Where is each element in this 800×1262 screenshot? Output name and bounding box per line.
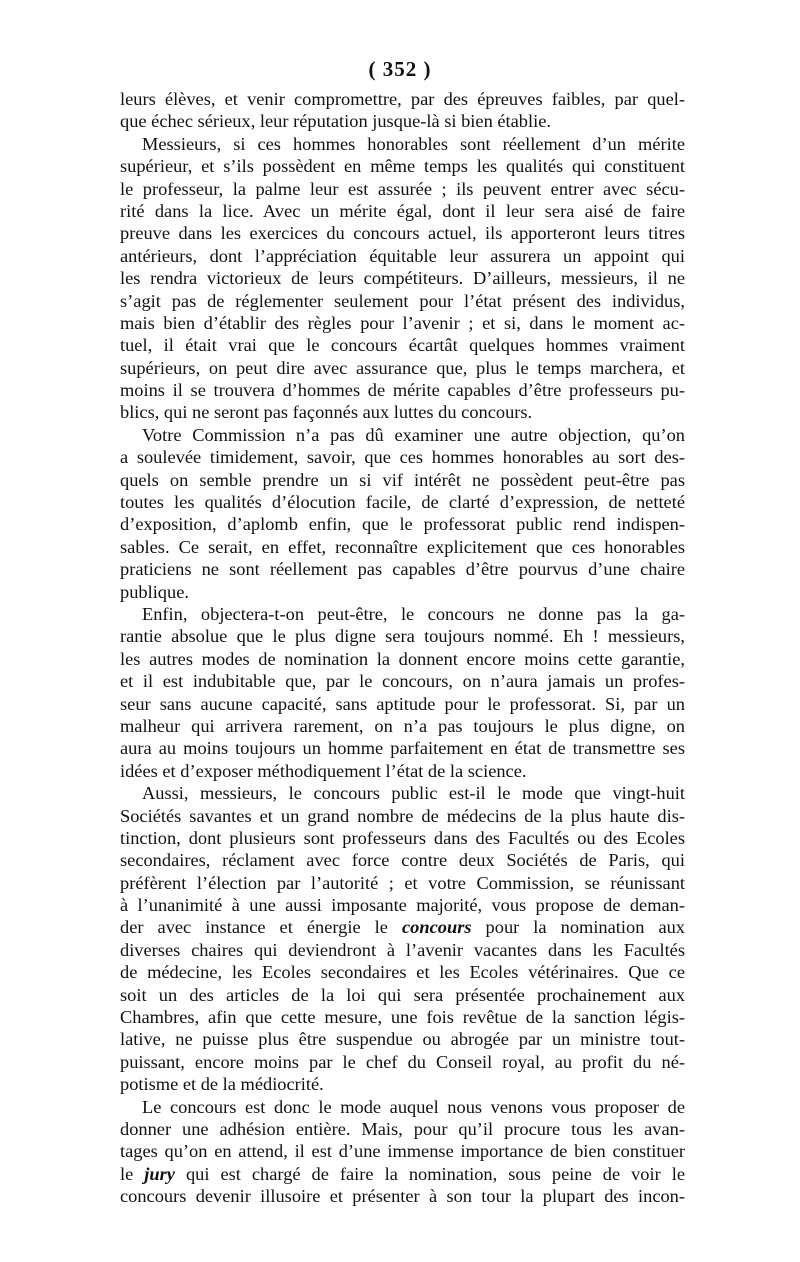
text-line: der avec instance et énergie le concours pour la nomination aux	[120, 917, 685, 938]
text-line: blics, qui ne seront pas façonnés aux luttes du concours.	[120, 402, 533, 423]
text-line: lative, ne puisse plus être suspendue ou abrogée par un ministre tout-	[120, 1029, 685, 1050]
text-line: s’agit pas de réglementer seulement pour l’état présent des individus,	[120, 290, 685, 311]
text-line: supérieur, et s’ils possèdent en même temps les qualités qui constituent	[120, 156, 685, 177]
text-line: preuve dans les exercices du concours actuel, ils apporteront leurs titres	[120, 223, 685, 244]
text-line: Enfin, objectera-t-on peut-être, le concours ne donne pas la ga-	[142, 603, 685, 624]
text-line: concours devenir illusoire et présenter à son tour la plupart des incon-	[120, 1186, 685, 1207]
text-line: diverses chaires qui deviendront à l’avenir vacantes dans les Facultés	[120, 939, 685, 960]
text-line: idées et d’exposer méthodiquement l’état de la science.	[120, 760, 527, 781]
text-line: secondaires, réclament avec force contre deux Sociétés de Paris, qui	[120, 850, 685, 871]
text-line: mais bien d’établir des règles pour l’avenir ; et si, dans le moment ac-	[120, 312, 685, 333]
text-line: aura au moins toujours un homme parfaitement en état de transmettre ses	[120, 738, 685, 759]
text-line: potisme et de la médiocrité.	[120, 1074, 324, 1095]
text-line: rité dans la lice. Avec un mérite égal, dont il leur sera aisé de faire	[120, 200, 685, 221]
text-line: tages qu’on en attend, il est d’une immense importance de bien constituer	[120, 1141, 685, 1162]
text-line: supérieurs, on peut dire avec assurance que, plus le temps marchera, et	[120, 357, 685, 378]
text-line: puissant, encore moins par le chef du Conseil royal, au profit du né-	[120, 1051, 685, 1072]
text-line: d’exposition, d’aplomb enfin, que le professorat public rend indispen-	[120, 514, 685, 535]
text-line: Votre Commission n’a pas dû examiner une autre objection, qu’on	[142, 424, 685, 445]
text-line: de médecine, les Ecoles secondaires et les Ecoles vétérinaires. Que ce	[120, 962, 685, 983]
text-line: soit un des articles de la loi qui sera présentée prochainement aux	[120, 984, 685, 1005]
text-line: seur sans aucune capacité, sans aptitude pour le professorat. Si, par un	[120, 693, 685, 714]
text-line: toutes les qualités d’élocution facile, de clarté d’expression, de netteté	[120, 492, 685, 513]
text-line: malheur qui arrivera rarement, on n’a pas toujours le plus digne, on	[120, 715, 685, 736]
text-line: et il est indubitable que, par le concours, on n’aura jamais un profes-	[120, 671, 685, 692]
text-line: leurs élèves, et venir compromettre, par des épreuves faibles, par quel-	[120, 89, 685, 109]
text-line: praticiens ne sont réellement pas capables d’être pourvus d’une chaire	[120, 559, 685, 580]
text-line: donner une adhésion entière. Mais, pour qu’il procure tous les avan-	[120, 1118, 685, 1139]
text-line: que échec sérieux, leur réputation jusque-là si bien établie.	[120, 111, 551, 132]
text-line: a soulevée timidement, savoir, que ces hommes honorables au sort des-	[120, 447, 685, 468]
text-line: Aussi, messieurs, le concours public est-il le mode que vingt-huit	[142, 783, 685, 804]
text-line: le professeur, la palme leur est assurée ; ils peuvent entrer avec sécu-	[120, 178, 685, 199]
text-line: rantie absolue que le plus digne sera toujours nommé. Eh ! messieurs,	[120, 626, 685, 647]
text-line: Sociétés savantes et un grand nombre de médecins de la plus haute dis-	[120, 805, 685, 826]
body-text	[120, 88, 685, 1208]
text-line: le jury qui est chargé de faire la nomination, sous peine de voir le	[120, 1163, 685, 1184]
text-line: à l’unanimité à une aussi imposante majorité, vous propose de deman-	[120, 895, 685, 916]
text-line: tuel, il était vrai que le concours écartât quelques hommes vraiment	[120, 335, 685, 356]
text-line: quels on semble prendre un si vif intérêt ne possèdent peut-être pas	[120, 469, 685, 490]
text-line: les rendra victorieux de leurs compétiteurs. D’ailleurs, messieurs, il ne	[120, 268, 685, 289]
text-line: Le concours est donc le mode auquel nous venons vous proposer de	[142, 1096, 685, 1117]
text-line: Chambres, afin que cette mesure, une fois revêtue de la sanction légis-	[120, 1007, 685, 1028]
text-line: les autres modes de nomination la donnent encore moins cette garantie,	[120, 648, 685, 669]
text-line: antérieurs, dont l’appréciation équitable leur assurera un appoint qui	[120, 245, 685, 266]
text-line: sables. Ce serait, en effet, reconnaître explicitement que ces honorables	[120, 536, 685, 557]
text-line: tinction, dont plusieurs sont professeurs dans des Facultés ou des Ecoles	[120, 827, 685, 848]
text-line: préfèrent l’élection par l’autorité ; et votre Commission, se réunissant	[120, 872, 685, 893]
text-line: Messieurs, si ces hommes honorables sont réellement d’un mérite	[142, 133, 685, 154]
text-line: publique.	[120, 581, 189, 602]
page-number: ( 352 )	[368, 57, 432, 81]
text-line: moins il se trouvera d’hommes de mérite capables d’être professeurs pu-	[120, 380, 685, 401]
